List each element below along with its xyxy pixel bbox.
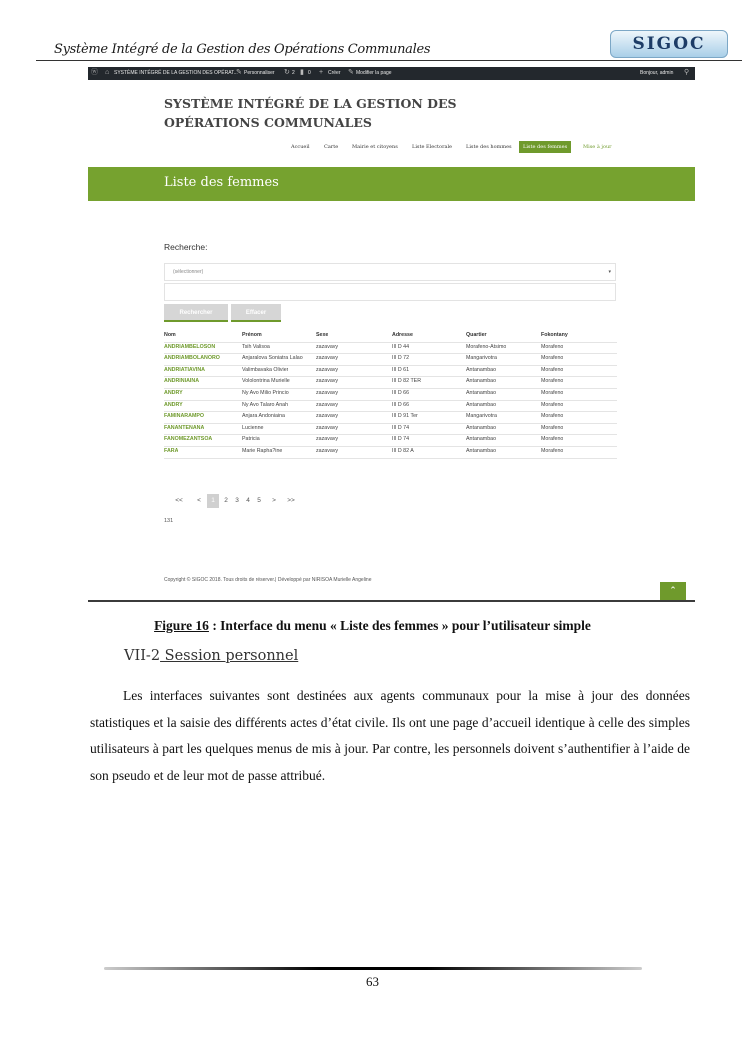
comment-icon: ▮	[300, 69, 304, 76]
last-page-button[interactable]: >>	[287, 497, 295, 504]
admin-bar-comments-count[interactable]: 0	[308, 70, 311, 76]
table-cell: III D 82 A	[392, 448, 414, 454]
page-button-1[interactable]: 1	[207, 494, 219, 508]
table-cell: zazavavy	[316, 448, 339, 454]
table-cell: Morafeno	[541, 378, 564, 385]
table-cell: III D 74	[392, 436, 410, 443]
table-header-cell[interactable]: Fokontany	[541, 332, 568, 338]
home-icon: ⌂	[105, 69, 110, 76]
table-cell: zazavavy	[316, 366, 339, 373]
page-button-3[interactable]: 3	[235, 497, 239, 504]
figure-caption-text: : Interface du menu « Liste des femmes » pour l’utilisateur simple	[208, 618, 591, 633]
page-banner	[88, 167, 695, 201]
table-cell: Morafeno	[541, 401, 564, 408]
section-heading	[124, 648, 298, 664]
figure-label: Figure 16	[154, 618, 209, 633]
table-cell: Morafeno	[541, 413, 564, 420]
table-cell: III D 61	[392, 366, 410, 373]
table-cell-name-link[interactable]: ANDRIAMBOLANORO	[164, 355, 220, 362]
table-cell: zazavavy	[316, 424, 339, 431]
table-header-cell[interactable]: Prénom	[242, 332, 262, 338]
table-row	[164, 446, 617, 459]
table-cell: Anjara Andoniaina	[242, 413, 285, 420]
prev-page-button[interactable]: <	[197, 497, 201, 504]
nav-item-liste-hommes[interactable]: Liste des hommes	[466, 144, 512, 150]
sigoc-logo: SIGOC	[610, 30, 728, 58]
table-cell-name-link[interactable]: ANDRINIAINA	[164, 378, 200, 385]
document-running-header: Système Intégré de la Gestion des Opérations Communales	[54, 42, 431, 57]
section-title: Session personnel	[160, 648, 299, 664]
table-cell: Morafeno-Atsimo	[466, 343, 507, 350]
brush-icon: ✎	[236, 69, 242, 76]
table-cell: Antanambao	[466, 448, 497, 454]
copyright-text: Copyright © SIGOC 2018. Tous droits de réserver.| Développé par NIRISOA Murielle Angeline	[164, 577, 372, 583]
table-cell: Vololontrina Murielle	[242, 378, 290, 385]
table-cell: Ny Avo Milio Princio	[242, 390, 289, 396]
table-cell: III D 82 TER	[392, 378, 422, 385]
admin-bar-edit-page[interactable]: Modifier la page	[356, 70, 392, 76]
chevron-down-icon: ▾	[608, 269, 611, 275]
table-header-cell[interactable]: Quartier	[466, 332, 487, 338]
table-cell: Morafeno	[541, 355, 564, 362]
table-cell: Morafeno	[541, 366, 564, 373]
table-cell: Antanambao	[466, 390, 497, 396]
table-cell: Antanambao	[466, 424, 497, 431]
admin-bar-site-name[interactable]: SYSTÈME INTÉGRÉ DE LA GESTION DES OPÉRAT...	[114, 70, 238, 76]
search-select[interactable]	[164, 263, 616, 281]
table-cell: Marie Rapha?ine	[242, 448, 283, 454]
table-cell: III D 74	[392, 424, 410, 431]
table-cell: Antanambao	[466, 378, 497, 385]
nav-item-mairie[interactable]: Mairie et citoyens	[352, 144, 398, 150]
page-title: Liste des femmes	[164, 175, 279, 190]
admin-bar-updates-count[interactable]: 2	[292, 70, 295, 76]
next-page-button[interactable]: >	[272, 497, 276, 504]
table-cell: III D 44	[392, 343, 410, 350]
table-cell: Morafeno	[541, 343, 564, 350]
updates-icon: ↻	[284, 69, 290, 76]
table-cell: zazavavy	[316, 413, 339, 420]
nav-item-mise-a-jour[interactable]: Mise à jour	[583, 144, 612, 150]
page-button-5[interactable]: 5	[257, 497, 261, 504]
header-divider	[36, 60, 742, 61]
table-cell-name-link[interactable]: ANDRIATIAVINA	[164, 366, 205, 373]
result-count: 131	[164, 518, 174, 524]
pencil-icon: ✎	[348, 69, 354, 76]
search-input[interactable]	[164, 283, 616, 301]
table-cell-name-link[interactable]: ANDRIAMBELOSON	[164, 343, 216, 350]
table-cell-name-link[interactable]: FANOMEZANTSOA	[164, 436, 213, 443]
admin-bar-new[interactable]: Créer	[328, 70, 341, 76]
table-cell: Morafeno	[541, 424, 564, 431]
clear-button[interactable]: Effacer	[231, 304, 281, 322]
table-cell: Morafeno	[541, 436, 564, 443]
table-cell: Antanambao	[466, 366, 497, 373]
app-screenshot	[88, 67, 695, 602]
chevron-up-icon: ⌃	[669, 586, 677, 596]
table-cell: Ny Avo Talaro Anah	[242, 401, 289, 408]
search-button[interactable]: Rechercher	[164, 304, 228, 322]
nav-item-carte[interactable]: Carte	[324, 144, 339, 150]
table-cell: Morafeno	[541, 390, 564, 396]
table-cell-name-link[interactable]: FANANTENANA	[164, 424, 205, 431]
table-cell-name-link[interactable]: FARA	[164, 448, 179, 454]
table-cell: Anjaralova Soniatra Lalao	[242, 355, 303, 362]
nav-item-liste-electorale[interactable]: Liste Electorale	[412, 144, 452, 150]
figure-caption	[0, 618, 745, 634]
main-nav	[88, 141, 695, 153]
table-cell: zazavavy	[316, 355, 339, 362]
table-cell: zazavavy	[316, 390, 339, 396]
search-label: Recherche:	[164, 242, 208, 252]
section-number: VII-2	[124, 648, 161, 664]
table-cell: Morafeno	[541, 448, 564, 454]
table-cell-name-link[interactable]: ANDRY	[164, 401, 183, 408]
page-button-4[interactable]: 4	[246, 497, 250, 504]
admin-bar-customize[interactable]: Personnaliser	[244, 70, 275, 76]
search-icon[interactable]: ⚲	[684, 69, 690, 76]
table-header-cell[interactable]: Nom	[164, 332, 176, 338]
table-cell: III D 91 Ter	[392, 413, 418, 420]
plus-icon: +	[319, 69, 324, 76]
first-page-button[interactable]: <<	[175, 497, 183, 504]
table-header-cell[interactable]: Sexe	[316, 332, 329, 338]
table-cell: Antanambao	[466, 401, 497, 408]
table-cell: zazavavy	[316, 436, 339, 443]
page-button-2[interactable]: 2	[224, 497, 228, 504]
table-cell: zazavavy	[316, 343, 339, 350]
body-paragraph: Les interfaces suivantes sont destinées aux agents communaux pour la mise à jour des données statistiques et la saisie des différents actes d’état civile. Ils ont une page d’accueil identique à celle des simples utilisateurs à part les quelques menus de mis à jour. Par contre, les personnels doivent s’authentifier à l’aide de son pseudo et de leur mot de passe attribué.	[90, 688, 690, 783]
table-cell: Tsih Valisoa	[242, 343, 270, 350]
table-cell: Valimbavaka Olivier	[242, 366, 289, 373]
table-cell: Mangarivotra	[466, 413, 497, 420]
admin-bar	[88, 67, 695, 80]
nav-item-accueil[interactable]: Accueil	[291, 144, 310, 150]
scroll-top-button[interactable]	[660, 582, 686, 600]
page-number: 63	[366, 974, 379, 989]
table-cell: Mangarivotra	[466, 355, 497, 362]
table-cell-name-link[interactable]: ANDRY	[164, 390, 183, 396]
table-cell: III D 66	[392, 401, 410, 408]
table-cell: Patricia	[242, 436, 260, 443]
table-cell: III D 66	[392, 390, 410, 396]
table-cell-name-link[interactable]: FAMINARAMPO	[164, 413, 205, 420]
table-cell: Antanambao	[466, 436, 497, 443]
table-header-cell[interactable]: Adresse	[392, 332, 413, 338]
wordpress-icon[interactable]: ⓦ	[91, 69, 98, 76]
site-title[interactable]: SYSTÈME INTÉGRÉ DE LA GESTION DES OPÉRATIONS COMMUNALES	[164, 96, 457, 130]
table-cell: zazavavy	[316, 401, 339, 408]
table-cell: III D 72	[392, 355, 410, 362]
footer-divider	[104, 967, 642, 970]
table-cell: Lucienne	[242, 424, 264, 431]
nav-item-liste-femmes[interactable]: Liste des femmes	[519, 141, 571, 153]
table-cell: zazavavy	[316, 378, 339, 385]
admin-bar-greeting[interactable]: Bonjour, admin	[640, 70, 674, 76]
search-select-value: (sélectionner)	[173, 269, 204, 275]
